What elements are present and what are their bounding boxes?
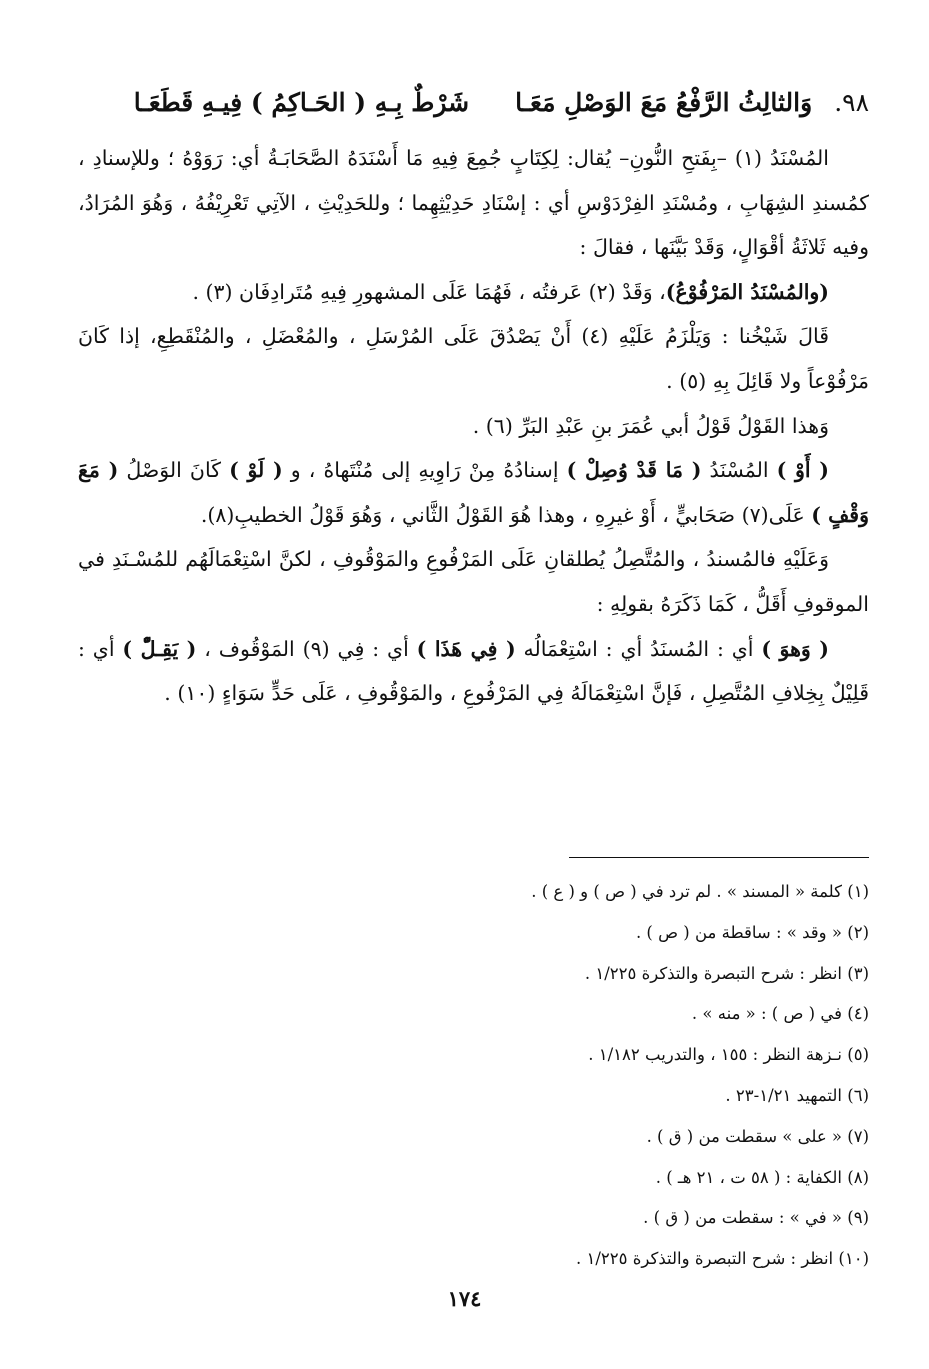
quoted-verse-text: ( يَقِـلّْ ) [122,636,197,661]
quoted-verse-text: ( مَعَ وَقْفٍ ) [78,458,869,527]
verse-second-hemistich: شَرْطٌ بِـهِ ( الحَـاكِمُ ) فِيـهِ قَطَعَـا [133,88,470,117]
page-number: ١٧٤ [447,1286,482,1311]
commentary-text: المُسْنَدُ [701,458,777,483]
footnote: (١٠) انظر : شرح التبصرة والتذكرة ١/٢٢٥ . [576,1249,869,1269]
verse-number: ٩٨. [834,88,869,117]
commentary-text: وَهذا القَوْلُ قَوْلُ أبي عُمَرَ بنِ عَبْدِ البَرِّ (٦) . [472,413,829,438]
footnote-divider [569,857,869,858]
commentary-text: أي : قَلِيْلٌ بِخِلافِ المُتَّصِلِ ، فَإنَّ اسْتِعْمَالَهُ فِي المَرْفُوعِ ، والمَوْقُوفِ ، عَلَى حَدٍّ سَوَاءٍ (١٠) . [78,636,869,706]
verse-first-hemistich: وَالثالِثُ الرَّفْعُ مَعَ الوَصْلِ مَعَـا [515,88,813,117]
footnote: (٤) في ( ص ) : « منه » . [691,1004,869,1024]
quoted-verse-text: ( فِي هَذَا ) [416,636,516,661]
quoted-verse-text: ( لَوْ ) [229,458,283,483]
commentary-text: قَالَ شَيْخُنا : وَيَلْزَمُ عَلَيْهِ (٤) أَنْ يَصْدُقَ عَلَى المُرْسَلِ ، والمُعْضَلِ ، والمُنْقَطِعِ، إذا كَانَ مَرْفُوْعاً ولا قَائِلَ بِهِ (٥) . [78,324,869,393]
footnote: (١) كلمة « المسند » . لم ترد في ( ص ) و ( ع ) . [531,882,869,901]
commentary-paragraph [78,627,869,716]
commentary-body [78,136,869,716]
commentary-text: عَلَى(٧) صَحَابيٍّ ، أَوْ غيرِهِ ، وهذا هُوَ القَوْلُ الثَّاني ، وَهُوَ قَوْلُ الخطيبِ(٨). [200,502,812,527]
commentary-paragraph [78,314,869,403]
quoted-verse-text: ( أَوْ ) [776,458,829,483]
quoted-verse-text: (والمُسْنَدُ المَرْفُوْعُ) [665,279,829,304]
footnote: (٢) « وقد » : ساقطة من ( ص ) . [635,922,869,942]
commentary-paragraph [78,404,869,449]
commentary-paragraph [78,136,869,270]
footnote: (٣) انظر : شرح التبصرة والتذكرة ١/٢٢٥ . [584,963,869,983]
commentary-paragraph [78,448,869,537]
commentary-text: وَعَلَيْهِ فالمُسندُ ، والمُتَّصِلُ يُطلقانِ عَلَى المَرْفُوعِ والمَوْقُوفِ ، لكنَّ اسْتِعْمَالَهُم للمُسْـنَدِ في الموقوفِ أَقَلُّ ، كَمَا ذَكَرَهُ بقولِهِ : [78,547,869,616]
quoted-verse-text: ( وَهوَ ) [761,636,829,661]
commentary-paragraph [78,270,869,315]
footnote: (٩) « في » : سقطت من ( ق ) . [643,1208,869,1228]
commentary-text: كَانَ الوَصْلُ [118,458,230,483]
commentary-text: المُسْنَدُ (١) –بِفَتحِ النُّونِ– يُقال: لِكِتَابٍ جُمِعَ فِيهِ مَا أَسْنَدَهُ الصَّحَابَـةُ أي: رَوَوْهُ ؛ وللإسنادِ ، كمُسندِ الشِهَابِ ، ومُسْنَدِ الفِرْدَوْسِ أي : إسْنَادِ حَدِيْثِهِما ؛ وللحَدِيْثِ ، الآتِي تَعْرِيْفُهُ ، وَهُوَ المُرَادُ، وفيه ثَلاثَةُ أقْوَالٍ، وَقَدْ بَيَّنَها ، فقالَ : [78,146,869,260]
commentary-text: أي : فِي (٩) المَوْقُوف ، [196,636,417,661]
footnote: (٥) نـزهة النظر : ١٥٥ ، والتدريب ١/١٨٢ . [588,1045,869,1065]
commentary-paragraph [78,537,869,626]
commentary-text: ، وَقَدْ (٢) عَرفتُه ، فَهُمَا عَلَى المشهورِ فِيهِ مُتَرادِفَان (٣) . [192,279,666,304]
commentary-text: إسنادُهُ مِنْ رَاوِيهِ إلى مُنْتَهاهُ ، و [282,458,567,483]
footnotes-list [78,872,869,1280]
footnote: (٨) الكفاية : ( ٥٨ ت ، ٢١ هـ ) . [655,1167,869,1187]
footnote: (٦) التمهيد ١/٢١-٢٣ . [725,1085,869,1105]
footnote: (٧) « على » سقطت من ( ق ) . [646,1126,869,1146]
quoted-verse-text: ( مَا قَدْ وُصِلْ ) [566,458,702,483]
verse-line [78,88,869,128]
commentary-text: أي : المُسنَدُ أي : اسْتِعْمَالُه [515,636,762,661]
